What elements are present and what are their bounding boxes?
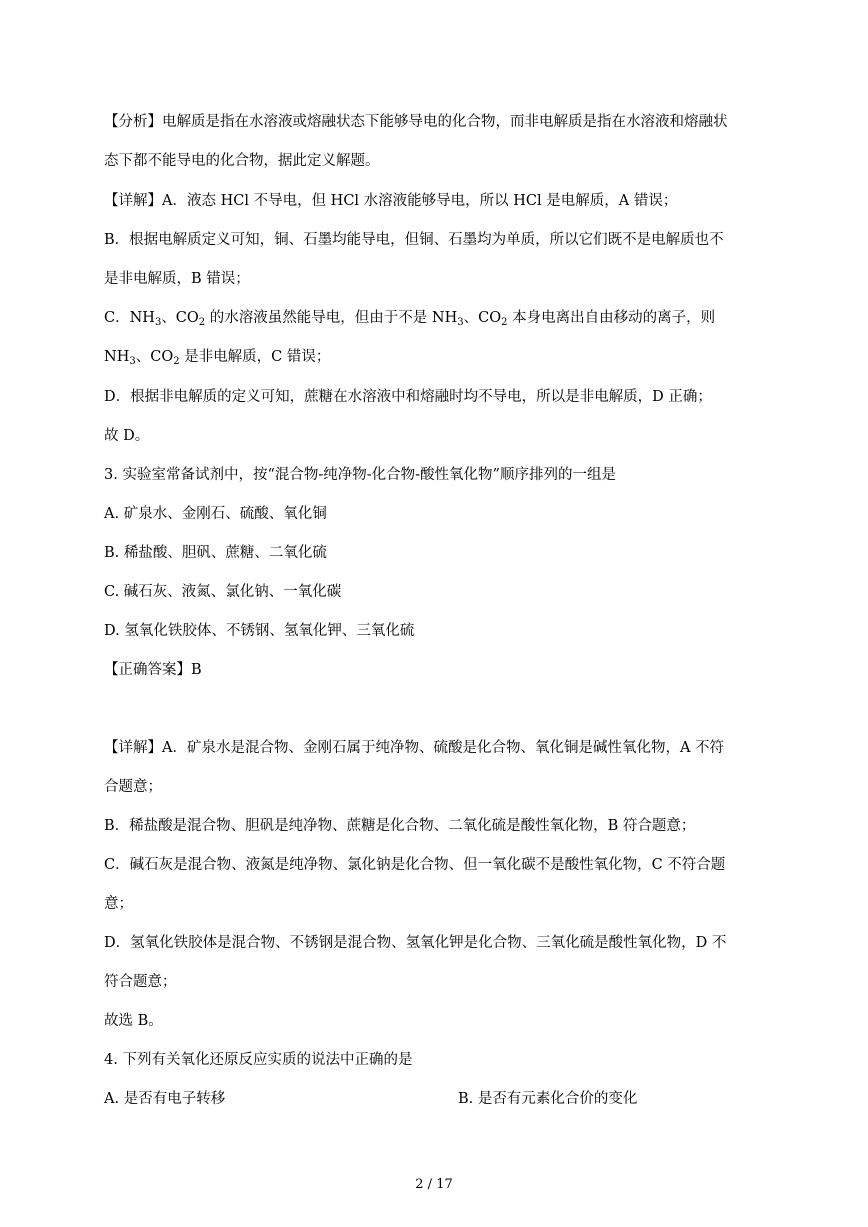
q3-detail-d-line-1: D．氢氧化铁胶体是混合物、不锈钢是混合物、氢氧化钾是化合物、三氧化硫是酸性氧化物，D 不 bbox=[104, 935, 727, 951]
question-3-stem: 3. 实验室常备试剂中，按“混合物-纯净物-化合物-酸性氧化物”顺序排列的一组是 bbox=[104, 467, 616, 483]
q3-detail-a-line-2: 合题意； bbox=[104, 779, 162, 795]
question-4-stem: 4. 下列有关氧化还原反应实质的说法中正确的是 bbox=[104, 1052, 413, 1068]
q3-detail-c-line-1: C．碱石灰是混合物、液氮是纯净物、氯化钠是化合物、但一氧化碳不是酸性氧化物，C 不符合题 bbox=[104, 857, 726, 873]
question-4-option-a: A. 是否有电子转移 bbox=[104, 1091, 226, 1107]
detail-a: 【详解】A．液态 HCl 不导电，但 HCl 水溶液能够导电，所以 HCl 是电解质，A 错误； bbox=[104, 193, 678, 209]
analysis-line-1: 【分析】电解质是指在水溶液或熔融状态下能够导电的化合物，而非电解质是指在水溶液和熔融状 bbox=[104, 114, 728, 130]
page-separator: / bbox=[427, 1177, 433, 1192]
page-number bbox=[0, 1176, 868, 1194]
question-3-option-d: D. 氢氧化铁胶体、不锈钢、氢氧化钾、三氧化硫 bbox=[104, 623, 415, 639]
page-total: 17 bbox=[436, 1177, 453, 1192]
analysis-line-2: 态下都不能导电的化合物，据此定义解题。 bbox=[104, 153, 380, 169]
page-current: 2 bbox=[415, 1177, 424, 1192]
detail-b-line-1: B．根据电解质定义可知，铜、石墨均能导电，但铜、石墨均为单质，所以它们既不是电解质也不 bbox=[104, 232, 724, 248]
detail-c-line-1: C．$NH_3$、$CO_2$ 的水溶液虽然能导电，但由于不是 $NH_3$、$CO_2$ 本身电离出自由移动的离子，则 bbox=[104, 310, 716, 328]
q3-detail-c-line-2: 意； bbox=[104, 896, 133, 912]
detail-conclusion: 故 D。 bbox=[104, 428, 150, 444]
question-3-answer: 【正确答案】B bbox=[104, 662, 202, 678]
q3-detail-b: B．稀盐酸是混合物、胆矾是纯净物、蔗糖是化合物、二氧化硫是酸性氧化物，B 符合题意； bbox=[104, 818, 696, 834]
q3-detail-d-line-2: 符合题意； bbox=[104, 974, 177, 990]
question-3-option-c: C. 碱石灰、液氮、氯化钠、一氧化碳 bbox=[104, 584, 342, 600]
q3-detail-conclusion: 故选 B。 bbox=[104, 1013, 163, 1029]
question-3-option-a: A. 矿泉水、金刚石、硫酸、氧化铜 bbox=[104, 506, 327, 522]
question-4-option-b: B. 是否有元素化合价的变化 bbox=[458, 1091, 638, 1107]
detail-c-line-2: $NH_3$、$CO_2$ 是非电解质，C 错误； bbox=[104, 349, 331, 367]
detail-b-line-2: 是非电解质，B 错误； bbox=[104, 271, 250, 287]
q3-detail-a-line-1: 【详解】A．矿泉水是混合物、金刚石属于纯净物、硫酸是化合物、氧化铜是碱性氧化物，A 不符 bbox=[104, 740, 725, 756]
question-3-option-b: B. 稀盐酸、胆矾、蔗糖、二氧化硫 bbox=[104, 545, 327, 561]
detail-d: D．根据非电解质的定义可知，蔗糖在水溶液中和熔融时均不导电，所以是非电解质，D 正确； bbox=[104, 389, 712, 405]
